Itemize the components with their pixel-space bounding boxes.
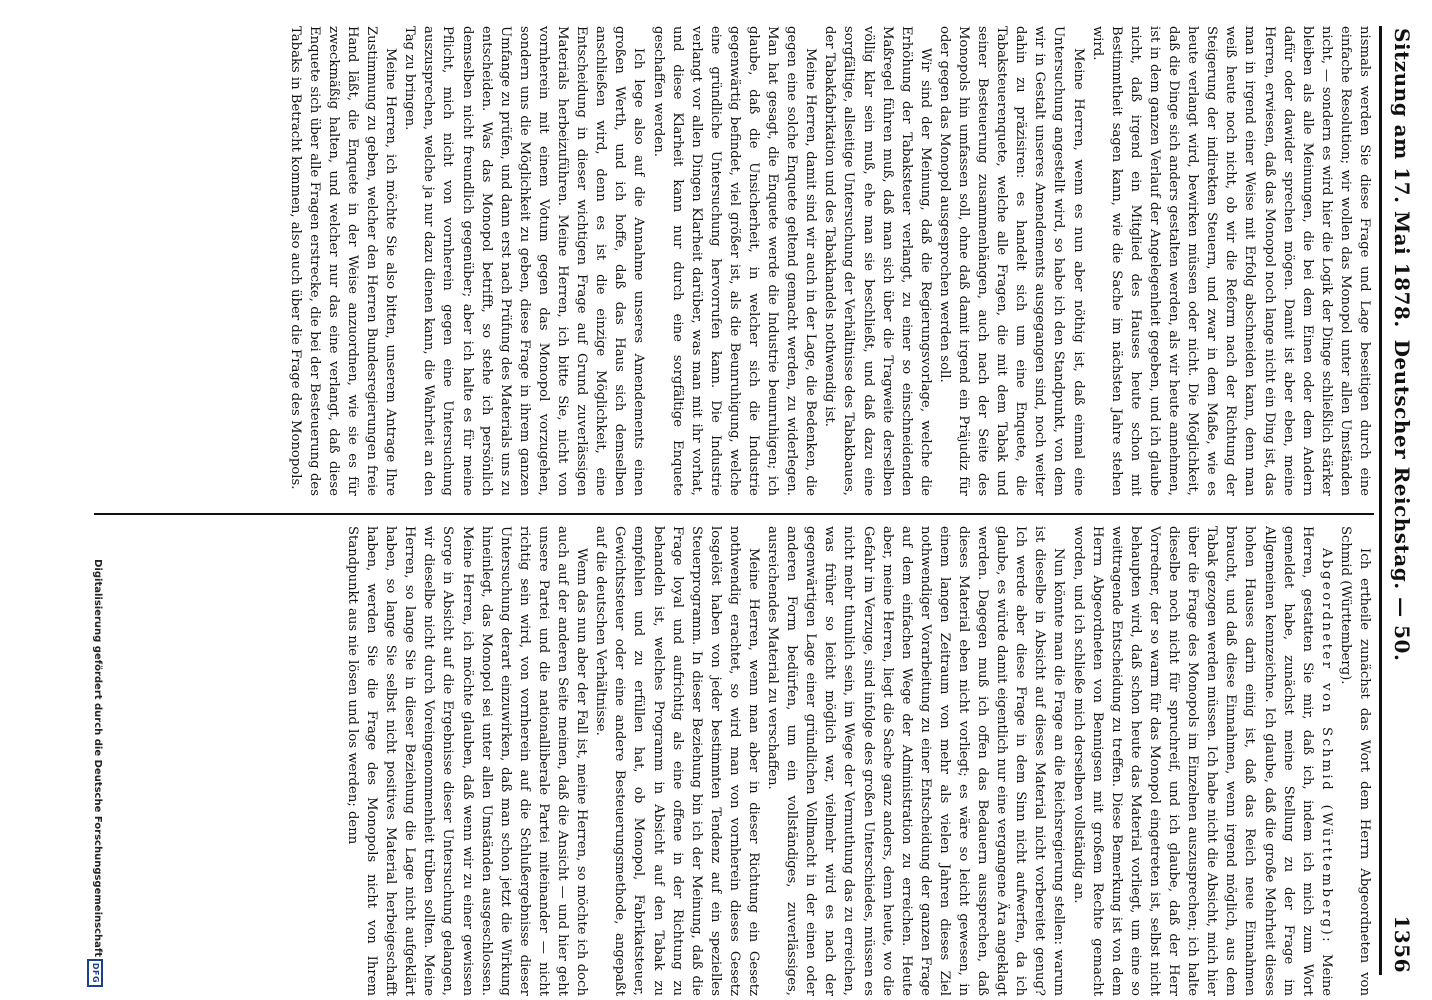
speech-paragraph [1069, 526, 1336, 996]
dfg-logo-icon: DFG [87, 959, 103, 987]
paragraph: Wir sind der Meinung, daß die Regierungsvorlage, welche die Erhöhung der Tabaksteuer verlangt, zu einer so einschneidenden Maßregel führen muß, daß man sich über die Tragweite derselben völlig klar sein muß, ehe man sie beschließt, und daß dazu eine sorgfältige, allseitige Untersuchung der Verhältnisse des Tabakbaues, der Tabakfabrikation und des Tabakhandels nothwendig ist. [822, 26, 933, 496]
speech-text: Meine Herren, gestatten Sie mir, daß ich, indem ich mich zum Wort gemeldet habe, zunächst meine Stellung zu der Frage im Allgemeinen kennzeichne. Ich glaube, daß die große Mehrheit dieses hohen Hauses darin einig ist, daß das Reich neue Einnahmen braucht, und daß diese Einnahmen, wenn irgend möglich, aus dem Tabak gezogen werden müssen. Ich habe nicht die Absicht, mich hier über die Frage des Monopols im Einzelnen auszusprechen; ich halte dieselbe noch nicht für spruchreif, und ich glaube, daß der Herr Vorredner, der so warm für das Monopol eingetreten ist, selbst nicht behaupten wird, daß schon heute das Material vorliegt, um eine so weittragende Entscheidung zu treffen. Diese Bemerkung ist von dem Herrn Abgeordneten von Bennigsen mit großem Rechte gemacht worden, und ich schließe mich derselben vollständig an. [1070, 526, 1334, 996]
scanned-page [78, 8, 1418, 996]
text-column-right [89, 526, 1374, 996]
paragraph: Meine Herren, wenn man aber in dieser Richtung ein Gesetz nothwendig erachtet, so wird man von vornherein dieses Gesetz losgelöst haben von jeder bestimmten Tendenz auf ein spezielles Steuerprogramm. In dieser Beziehung bin ich der Meinung, daß die Frage loyal und aufrichtig als eine offene in der Richtung zu behandeln ist, welches Programm in Absicht auf den Tabak zu empfehlen und zu erfüllen hat, ob Monopol, Fabrikatsteuer, Gewichtssteuer oder eine andere Besteuerungsmethode, angepaßt auf die deutschen Verhältnisse. [593, 526, 761, 996]
digitization-credit [83, 8, 103, 993]
running-head [1382, 28, 1414, 973]
president-remark: Ich ertheile zunächst das Wort dem Herrn Abgeordneten von Schmid (Württemberg). [1337, 526, 1372, 996]
credit-text: Digitalisierung gefördert durch die Deutsche Forschungsgemeinschaft [92, 559, 103, 957]
paragraph: Wenn das nun aber der Fall ist, meine Herren, so möchte ich doch auch auf der anderen Seite meinen, daß die Ansicht — und hier geht unsere Partei und die nationalliberale Partei miteinander — nicht richtig sein wird, von vornherein auf die Schlußergebnisse dieser Untersuchung derart einzuwirken, daß man schon jetzt die Wirkung hineinlegt, das Monopol sei unter allen Umständen ausgeschlossen. Meine Herren, ich möchte glauben, daß wenn wir zu einer gewissen Sorge in Absicht auf die Ergebnisse dieser Untersuchung gelangen, wir dieselbe nicht durch Voreingenommenheit trüben sollten. Meine Herren, so lange Sie in dieser Beziehung die Lage nicht aufgeklärt haben, so lange Sie selbst nicht positives Material herbeigeschafft haben, werden Sie die Frage des Monopols nicht von Ihrem Standpunkt aus nie lösen und los werden; denn [345, 526, 590, 996]
header-rule [1379, 26, 1382, 975]
paragraph: Meine Herren, wenn es nun aber nöthig ist, daß einmal eine Untersuchung angestellt wird, so habe ich den Standpunkt, von dem wir in Gestalt unseres Amendements ausgegangen sind, noch weiter dahin zu präzisiren: es handelt sich um eine Enquete, die Tabaksteuerenquete, welche alle Fragen, die mit dem Tabak und seiner Besteuerung zusammenhängen, auch nach der Seite des Monopols hin umfassen soll, ohne daß damit irgend ein Präjudiz für oder gegen das Monopol ausgesprochen werden soll. [936, 26, 1086, 496]
paragraph: Ich lege also auf die Annahme unseres Amendements einen großen Werth, und ich hoffe, daß das Haus sich demselben anschließen wird, denn es ist die einzige Möglichkeit, eine Entscheidung in dieser wichtigen Frage auf Grund zuverlässigen Materials herbeizuführen. Meine Herren, ich bitte Sie, nicht von vornherein mit einem Votum gegen das Monopol vorzugehen, sondern uns die Möglichkeit zu geben, diese Frage in ihrem ganzen Umfange zu prüfen, und dann erst nach Prüfung des Materials uns zu entscheiden. Was das Monopol betrifft, so stehe ich persönlich demselben nicht freundlich gegenüber; aber ich halte es für meine Pflicht, mich nicht von vornherein gegen eine Untersuchung auszusprechen, welche ja nur dazu dienen kann, die Wahrheit an den Tag zu bringen. [402, 26, 647, 496]
paragraph: nismals werden Sie diese Frage und Lage beseitigen durch eine einfache Resolution; wir wollen das Monopol unter allen Umständen nicht, — sondern es wird hier die Logik der Dinge schließlich stärker bleiben als alle Meinungen, die bei dem Einen oder dem Andern dafür oder dawider sprechen mögen. Damit ist aber eben, meine Herren, erwiesen, daß das Monopol noch lange nicht ein Ding ist, das man in irgend einer Weise mit Erfolg abschneiden kann, denn man weiß heute noch nicht, ob wir die Reform nach der Richtung der Steigerung der indirekten Steuern, und zwar in dem Maße, wie es heute verlangt wird, bewirken müssen oder nicht. Die Möglichkeit, daß die Dinge sich anders gestalten werden, als wir heute annehmen, ist in dem ganzen Verlauf der Angelegenheit gegeben, und ich glaube nicht, daß irgend ein Mitglied des Hauses heute schon mit Bestimmtheit sagen kann, wie die Sache im nächsten Jahre stehen wird. [1089, 26, 1372, 496]
text-column-left [89, 26, 1374, 496]
running-head-date: Sitzung am 17. Mai 1878. [1390, 28, 1414, 328]
speaker-name: Abgeordneter von Schmid (Württemberg): [1318, 548, 1334, 945]
page-number: 1356 [1390, 915, 1414, 973]
running-head-publication: Deutscher Reichstag. — 50. [1390, 339, 1414, 662]
column-divider [94, 513, 1374, 515]
paragraph: Nun könnte man die Frage an die Reichsregierung stellen: warum ist dieselbe in Absicht auf dieses Material nicht vorbereitet genug? Ich werde aber diese Frage in dem Sinn nicht aufwerfen, da ich glaube, es würde damit eigentlich nur eine vergangene Ära angeklagt werden. Dagegen muß ich offen das Bedauern aussprechen, daß dieses Material eben nicht vorliegt; es wäre so leicht gewesen, in einem langen Zeitraum von mehr als vielen Jahren dieses Ziel nothwendiger Vorarbeitung zu einer Entscheidung der ganzen Frage auf dem einfachen Wege der Administration zu erreichen. Heute aber, meine Herren, liegt die Sache ganz anders, denn heute, wo die Gefahr im Verzuge, sind infolge des großen Unterschiedes, müssen es nicht mehr thunlich sein, im Wege der Vermuthung das zu erreichen, was früher so leicht möglich war, vielmehr wird es nach der gegenwärtigen Lage einer gründlichen Vollmacht in der einen oder anderen Form bedürfen, um ein vollständiges, zuverlässiges, ausreichendes Material zu verschaffen. [765, 526, 1067, 996]
paragraph: Meine Herren, damit sind wir auch in der Lage, die Bedenken, die gegen eine solche Enquete geltend gemacht werden, zu widerlegen. Man hat gesagt, die Enquete werde die Industrie beunruhigen; ich glaube, daß die Unsicherheit, in welcher sich die Industrie gegenwärtig befindet, viel größer ist, als die Beunruhigung, welche eine gründliche Untersuchung hervorrufen kann. Die Industrie verlangt vor allen Dingen Klarheit darüber, was man mit ihr vorhat, und diese Klarheit kann nur durch eine sorgfältige Enquete geschaffen werden. [650, 26, 819, 496]
paragraph: Meine Herren, ich möchte Sie also bitten, unserem Antrage Ihre Zustimmung zu geben, welcher den Herren Bundesregierungen freie Hand läßt, die Enquete in der Weise anzuordnen, wie sie es für zweckmäßig halten, und welcher nur das eine verlangt, daß diese Enquete sich über alle Fragen erstrecke, die bei der Besteuerung des Tabaks in Betracht kommen, also auch über die Frage des Monopols. [287, 26, 399, 496]
